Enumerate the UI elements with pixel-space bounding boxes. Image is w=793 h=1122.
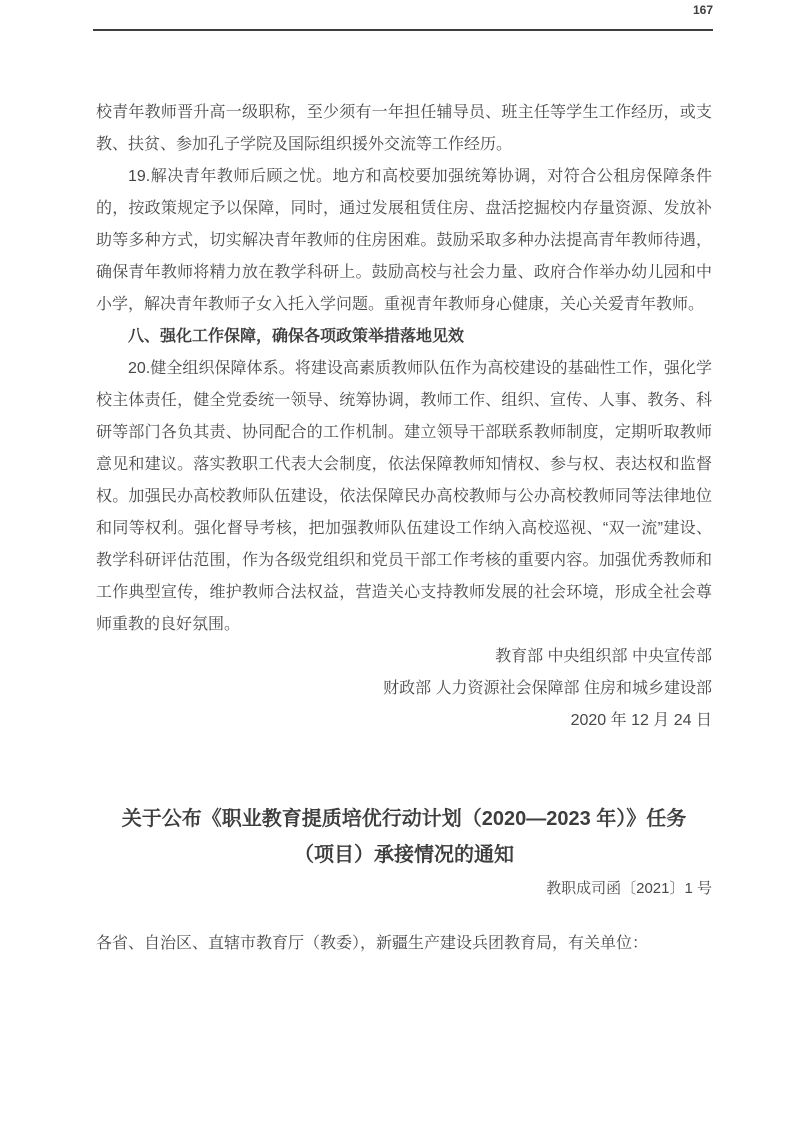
paragraph-19: 19.解决青年教师后顾之忧。地方和高校要加强统筹协调，对符合公租房保障条件的，按政策规定予以保障，同时，通过发展租赁住房、盘活挖掘校内存量资源、发放补助等多种方式，切实解决青年教师的住房困难。鼓励采取多种办法提高青年教师待遇，确保青年教师将精力放在教学科研上。鼓励高校与社会力量、政府合作举办幼儿园和中小学，解决青年教师子女入托入学问题。重视青年教师身心健康，关心关爱青年教师。 (96, 168, 712, 313)
header-rule (93, 29, 713, 31)
salutation-paragraph: 各省、自治区、直辖市教育厅（教委），新疆生产建设兵团教育局，有关单位： (96, 935, 649, 952)
continuation-paragraph: 校青年教师晋升高一级职称，至少须有一年担任辅导员、班主任等学生工作经历，或支教、扶贫、参加孔子学院及国际组织援外交流等工作经历。 (96, 104, 712, 153)
section-heading: 八、强化工作保障，确保各项政策举措落地见效 (128, 328, 465, 345)
notice-title-line-1: 关于公布《职业教育提质培优行动计划（2020—2023 年）》任务 (121, 808, 687, 830)
document-number: 教职成司函〔2021〕1 号 (546, 880, 712, 897)
document-body (96, 97, 712, 960)
notice-title (96, 801, 712, 873)
signature-block (96, 641, 712, 737)
signature-date: 2020 年 12 月 24 日 (570, 712, 712, 729)
page-number: 167 (692, 3, 713, 17)
issuer-line-1: 教育部 中央组织部 中央宣传部 (495, 648, 712, 665)
issuer-line-2: 财政部 人力资源社会保障部 住房和城乡建设部 (383, 680, 712, 697)
paragraph-20: 20.健全组织保障体系。将建设高素质教师队伍作为高校建设的基础性工作，强化学校主体责任，健全党委统一领导、统筹协调，教师工作、组织、宣传、人事、教务、科研等部门各负其责、协同配合的工作机制。建立领导干部联系教师制度，定期听取教师意见和建议。落实教职工代表大会制度，依法保障教师知情权、参与权、表达权和监督权。加强民办高校教师队伍建设，依法保障民办高校教师与公办高校教师同等法律地位和同等权利。强化督导考核，把加强教师队伍建设工作纳入高校巡视、“双一流”建设、教学科研评估范围，作为各级党组织和党员干部工作考核的重要内容。加强优秀教师和工作典型宣传，维护教师合法权益，营造关心支持教师发展的社会环境，形成全社会尊师重教的良好氛围。 (96, 360, 712, 633)
notice-title-line-2: （项目）承接情况的通知 (294, 844, 514, 866)
